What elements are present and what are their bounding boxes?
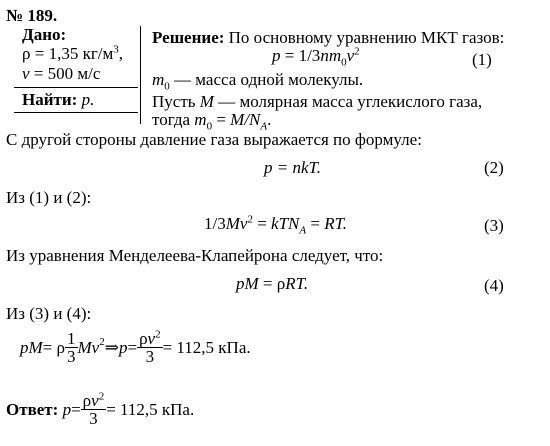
equation-5: pM = ρ $\frac{1}{3}$ Mv 2 ⇒ p = $\frac{\rho v^2}{3}$ = 112,5 кПа.	[20, 328, 251, 366]
m0-definition: $m_0$ — масса одной молекулы.	[152, 70, 364, 93]
text-from-3-4: Из (3) и (4):	[6, 304, 92, 323]
equation-3-number: (3)	[484, 216, 504, 235]
m0-relation: тогда $m_0 = M/N_A$.	[152, 110, 272, 133]
given-title: Дано:	[22, 25, 67, 44]
given-separator	[140, 26, 141, 124]
equation-2-number: (2)	[484, 158, 504, 177]
equation-1-number: (1)	[472, 50, 492, 69]
equation-2: p = nkT.	[264, 158, 321, 177]
equation-1: $p = 1/3nm_0v^2$	[272, 45, 360, 69]
text-from-1-2: Из (1) и (2):	[6, 188, 92, 207]
answer: Ответ: p = $\frac{\rho v^2}{3}$ = 112,5 кПа.	[6, 390, 195, 428]
given-speed: v = 500 м/с	[22, 64, 101, 83]
text-clapeyron: Из уравнения Менделеева-Клапейрона следует, что:	[6, 246, 384, 265]
equation-3: $1/3Mv^2 = kTN_A$ = RT.	[204, 213, 348, 237]
given-density: ρ = 1,35 $кг/м^3$,	[22, 43, 124, 63]
equation-4: pM = ρRT.	[236, 274, 309, 293]
text-pressure-formula: С другой стороны давление газа выражается по формуле:	[6, 130, 422, 149]
problem-number: № 189.	[6, 6, 58, 25]
find-row: Найти: p.	[22, 90, 95, 109]
find-divider	[14, 112, 138, 113]
equation-4-number: (4)	[484, 276, 504, 295]
solution-intro: Решение: По основному уравнению МКТ газов:	[152, 28, 505, 47]
given-divider	[14, 87, 138, 88]
molar-mass-line: Пусть M — молярная масса углекислого газа,	[152, 92, 483, 111]
